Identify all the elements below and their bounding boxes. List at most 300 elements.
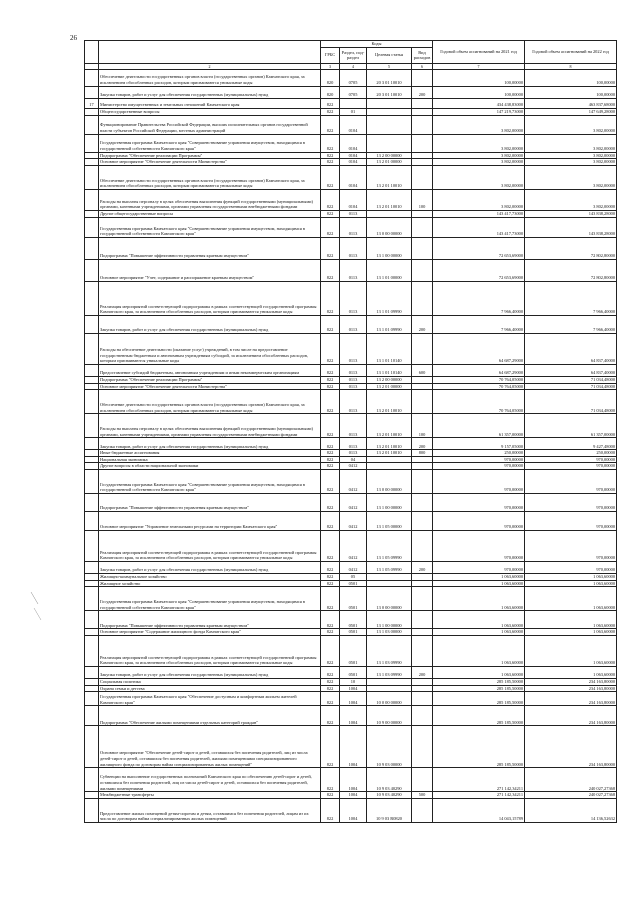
row-name: Расходы на выплаты персоналу в целях обеспечения выполнения функций государственными (муниципальными) органами, казенными учреждениями, органами управления государственными внебюджетными фондами xyxy=(99,414,321,438)
row-razdel: 05 xyxy=(340,574,367,581)
row-name: Государственная программа Камчатского края "Совершенствование управления имуществом, находящимся в государственной собственности Камчатского края" xyxy=(99,217,321,237)
row-csr: 10 9 03 R0820 xyxy=(367,798,412,822)
table-row xyxy=(85,364,617,376)
row-name: Обеспечение деятельности государственных органов власти (государственных органов) Камчатского края, за исключением обособленных расходов, которым присваиваются уникальные коды xyxy=(99,165,321,189)
row-name: Закупка товаров, работ и услуг для обеспечения государственных (муниципальных) нужд xyxy=(99,666,321,678)
row-name: Основное мероприятие "Обеспечение деятельности Министерства" xyxy=(99,159,321,166)
row-sum-2022: 970,00000 xyxy=(525,562,617,574)
table-row xyxy=(85,768,617,792)
row-csr: 13 2 01 10010 xyxy=(367,189,412,210)
row-razdel: 0412 xyxy=(340,470,367,494)
row-csr xyxy=(367,98,412,108)
row-razdel: 0113 xyxy=(340,333,367,364)
row-csr xyxy=(367,463,412,470)
row-sum-2021: 100,00000 xyxy=(433,86,525,98)
row-name: Субвенции на выполнение государственных полномочий Камчатского края по обеспечению детей-сирот и детей, оставшихся без попечения родителей, лиц из числа детей-сирот и детей, оставшихся без попечения родителей, жилыми помещениями xyxy=(99,768,321,792)
row-csr: 13 1 00 00000 xyxy=(367,237,412,259)
row-grbs: 822 xyxy=(321,108,340,115)
row-sum-2021: 271 142,34211 xyxy=(433,768,525,792)
row-csr: 20 3 01 10010 xyxy=(367,86,412,98)
table-row xyxy=(85,456,617,463)
row-number xyxy=(85,414,99,438)
table-row xyxy=(85,237,617,259)
row-sum-2021: 3 802,00000 xyxy=(433,189,525,210)
row-grbs: 822 xyxy=(321,281,340,315)
row-csr xyxy=(367,580,412,587)
row-razdel: 0412 xyxy=(340,531,367,562)
row-vr xyxy=(412,333,433,364)
table-row xyxy=(85,792,617,799)
row-grbs: 822 xyxy=(321,470,340,494)
row-razdel: 1004 xyxy=(340,706,367,726)
row-number xyxy=(85,574,99,581)
row-sum-2021: 1 063,60000 xyxy=(433,666,525,678)
row-csr: 13 2 01 10010 xyxy=(367,390,412,414)
row-razdel: 0412 xyxy=(340,562,367,574)
row-vr xyxy=(412,383,433,390)
table-body xyxy=(85,69,617,822)
row-sum-2021: 3 802,00000 xyxy=(433,165,525,189)
row-grbs: 822 xyxy=(321,611,340,629)
row-csr: 13 0 00 00000 xyxy=(367,470,412,494)
row-vr xyxy=(412,726,433,768)
row-name: Закупка товаров, работ и услуг для обеспечения государственных (муниципальных) нужд xyxy=(99,438,321,450)
row-grbs: 822 xyxy=(321,333,340,364)
row-vr xyxy=(412,798,433,822)
row-number xyxy=(85,470,99,494)
row-sum-2022: 1 063,60000 xyxy=(525,635,617,666)
row-vr: 200 xyxy=(412,666,433,678)
table-row xyxy=(85,692,617,706)
row-sum-2021: 3 802,00000 xyxy=(433,159,525,166)
row-razdel: 0113 xyxy=(340,364,367,376)
row-vr xyxy=(412,463,433,470)
row-name: Закупка товаров, работ и услуг для обеспечения государственных (муниципальных) нужд xyxy=(99,562,321,574)
row-razdel: 0113 xyxy=(340,217,367,237)
row-number xyxy=(85,383,99,390)
row-razdel: 10 xyxy=(340,678,367,685)
row-vr: 100 xyxy=(412,414,433,438)
row-csr: 13 1 05 09990 xyxy=(367,562,412,574)
row-number xyxy=(85,706,99,726)
row-sum-2021: 970,00000 xyxy=(433,494,525,512)
row-vr xyxy=(412,768,433,792)
row-vr xyxy=(412,69,433,86)
row-number xyxy=(85,611,99,629)
row-sum-2022: 147 649,28000 xyxy=(525,108,617,115)
row-sum-2022: 1 063,60000 xyxy=(525,666,617,678)
page-number: 26 xyxy=(70,34,77,42)
row-number xyxy=(85,792,99,799)
row-sum-2022: 100,00000 xyxy=(525,69,617,86)
row-sum-2021: 285 185,50000 xyxy=(433,706,525,726)
row-vr xyxy=(412,685,433,692)
row-number xyxy=(85,237,99,259)
row-number: 17 xyxy=(85,98,99,108)
row-grbs: 822 xyxy=(321,635,340,666)
row-vr xyxy=(412,456,433,463)
row-vr xyxy=(412,390,433,414)
row-vr: 500 xyxy=(412,792,433,799)
row-grbs: 822 xyxy=(321,456,340,463)
row-sum-2021: 970,00000 xyxy=(433,512,525,531)
column-number: 7 xyxy=(433,63,525,69)
row-grbs: 822 xyxy=(321,364,340,376)
row-number xyxy=(85,159,99,166)
table-row xyxy=(85,580,617,587)
row-vr: 200 xyxy=(412,86,433,98)
row-sum-2022: 14 136,52632 xyxy=(525,798,617,822)
row-csr: 20 3 01 10010 xyxy=(367,69,412,86)
header-grbs: ГРБС xyxy=(321,47,340,63)
row-csr: 13 2 01 10010 xyxy=(367,450,412,457)
row-vr xyxy=(412,629,433,636)
row-csr: 13 1 03 00000 xyxy=(367,629,412,636)
row-razdel: 0104 xyxy=(340,152,367,159)
row-sum-2021: 250,00000 xyxy=(433,450,525,457)
row-sum-2021: 72 653,69000 xyxy=(433,237,525,259)
row-name: Закупка товаров, работ и услуг для обеспечения государственных (муниципальных) нужд xyxy=(99,86,321,98)
row-sum-2021: 64 687,29000 xyxy=(433,364,525,376)
row-name: Предоставление жилых помещений детям-сиротам и детям, оставшимся без попечения родителей, лицам из их числа по договорам найма специализированных жилых помещений xyxy=(99,798,321,822)
row-number xyxy=(85,726,99,768)
row-number xyxy=(85,494,99,512)
row-sum-2022: 970,00000 xyxy=(525,463,617,470)
table-row xyxy=(85,666,617,678)
row-csr: 13 0 00 00000 xyxy=(367,587,412,611)
row-name: Функционирование Правительства Российской Федерации, высших исполнительных органов государственной власти субъектов Российской Федерации, местных администраций xyxy=(99,115,321,134)
row-vr xyxy=(412,237,433,259)
row-sum-2022: 970,00000 xyxy=(525,470,617,494)
table-row xyxy=(85,69,617,86)
row-number xyxy=(85,152,99,159)
row-name: Подпрограмма "Обеспечение жилыми помещениями отдельных категорий граждан" xyxy=(99,706,321,726)
row-sum-2022: 234 163,80000 xyxy=(525,692,617,706)
row-name: Реализация мероприятий соответствующей подпрограммы в рамках соответствующей государственной программы Камчатского края, за исключением обособленных расходов, которым присваиваются уникальные коды xyxy=(99,531,321,562)
row-sum-2021: 1 063,60000 xyxy=(433,580,525,587)
table-row xyxy=(85,678,617,685)
row-csr: 13 1 01 00000 xyxy=(367,259,412,281)
row-sum-2021: 7 966,40000 xyxy=(433,315,525,333)
row-grbs: 822 xyxy=(321,189,340,210)
table-row xyxy=(85,315,617,333)
row-csr: 10 9 03 40290 xyxy=(367,768,412,792)
row-name: Основное мероприятие "Управление земельными ресурсами на территории Камчатского края" xyxy=(99,512,321,531)
row-razdel: 0113 xyxy=(340,259,367,281)
row-name: Реализация мероприятий соответствующей подпрограммы в рамках соответствующей государственной программы Камчатского края, за исключением обособленных расходов, которым присваиваются уникальные коды xyxy=(99,281,321,315)
row-grbs: 822 xyxy=(321,574,340,581)
row-sum-2022: 1 063,60000 xyxy=(525,629,617,636)
row-number xyxy=(85,217,99,237)
table-row xyxy=(85,706,617,726)
row-name: Министерство имущественных и земельных отношений Камчатского края xyxy=(99,98,321,108)
row-vr xyxy=(412,574,433,581)
row-number xyxy=(85,629,99,636)
row-sum-2022: 72 802,80000 xyxy=(525,259,617,281)
row-razdel: 0501 xyxy=(340,666,367,678)
table-row xyxy=(85,259,617,281)
row-sum-2022: 1 063,60000 xyxy=(525,587,617,611)
row-csr: 13 1 05 09990 xyxy=(367,531,412,562)
row-razdel: 1004 xyxy=(340,685,367,692)
row-grbs: 822 xyxy=(321,726,340,768)
row-grbs: 822 xyxy=(321,115,340,134)
row-number xyxy=(85,562,99,574)
table-row xyxy=(85,438,617,450)
row-sum-2022: 1 063,60000 xyxy=(525,580,617,587)
row-number xyxy=(85,364,99,376)
row-csr: 13 2 01 10010 xyxy=(367,165,412,189)
row-number xyxy=(85,463,99,470)
row-razdel: 0412 xyxy=(340,494,367,512)
row-sum-2021: 61 357,00000 xyxy=(433,414,525,438)
row-grbs: 822 xyxy=(321,159,340,166)
row-grbs: 822 xyxy=(321,450,340,457)
row-name: Подпрограмма "Повышение эффективности управления краевым имуществом" xyxy=(99,611,321,629)
row-sum-2021: 1 063,60000 xyxy=(433,629,525,636)
row-csr xyxy=(367,134,412,152)
row-razdel: 1004 xyxy=(340,726,367,768)
table-row xyxy=(85,165,617,189)
table-row xyxy=(85,450,617,457)
row-name: Основное мероприятие "Учет, содержание и распоряжение краевым имуществом" xyxy=(99,259,321,281)
row-name: Подпрограмма "Повышение эффективности управления краевым имуществом" xyxy=(99,494,321,512)
table-row xyxy=(85,217,617,237)
row-sum-2022: 970,00000 xyxy=(525,456,617,463)
row-number xyxy=(85,512,99,531)
row-number xyxy=(85,376,99,383)
row-name: Подпрограмма "Повышение эффективности управления краевым имуществом" xyxy=(99,237,321,259)
row-grbs: 822 xyxy=(321,414,340,438)
row-csr: 13 2 01 00000 xyxy=(367,159,412,166)
row-number xyxy=(85,531,99,562)
row-sum-2021: 147 219,73000 xyxy=(433,108,525,115)
row-grbs: 822 xyxy=(321,237,340,259)
row-razdel: 0113 xyxy=(340,383,367,390)
row-grbs: 822 xyxy=(321,587,340,611)
row-razdel: 0113 xyxy=(340,281,367,315)
row-sum-2021: 1 063,60000 xyxy=(433,574,525,581)
row-number xyxy=(85,635,99,666)
row-number xyxy=(85,390,99,414)
row-sum-2022: 1 063,60000 xyxy=(525,611,617,629)
row-number xyxy=(85,450,99,457)
row-grbs: 822 xyxy=(321,463,340,470)
column-number: 8 xyxy=(525,63,617,69)
row-sum-2021: 14 043,15789 xyxy=(433,798,525,822)
row-number xyxy=(85,456,99,463)
column-number: 5 xyxy=(367,63,412,69)
row-sum-2021: 970,00000 xyxy=(433,531,525,562)
row-grbs: 822 xyxy=(321,134,340,152)
row-vr xyxy=(412,108,433,115)
row-name: Иные бюджетные ассигнования xyxy=(99,450,321,457)
row-name: Национальная экономика xyxy=(99,456,321,463)
row-grbs: 822 xyxy=(321,580,340,587)
row-razdel: 0412 xyxy=(340,512,367,531)
row-sum-2022: 234 163,80000 xyxy=(525,678,617,685)
row-sum-2022: 71 034,48000 xyxy=(525,383,617,390)
row-vr xyxy=(412,134,433,152)
row-vr: 600 xyxy=(412,364,433,376)
row-vr xyxy=(412,165,433,189)
row-razdel: 04 xyxy=(340,456,367,463)
row-grbs: 822 xyxy=(321,494,340,512)
row-vr xyxy=(412,512,433,531)
row-name: Основное мероприятие "Содержание жилищного фонда Камчатского края" xyxy=(99,629,321,636)
row-sum-2022: 71 034,48000 xyxy=(525,390,617,414)
row-csr: 13 1 01 09990 xyxy=(367,315,412,333)
row-name: Другие вопросы в области национальной экономики xyxy=(99,463,321,470)
row-csr: 13 1 00 00000 xyxy=(367,611,412,629)
row-vr xyxy=(412,210,433,217)
row-number xyxy=(85,685,99,692)
row-sum-2021: 271 142,34211 xyxy=(433,792,525,799)
row-vr xyxy=(412,692,433,706)
row-sum-2021: 1 063,60000 xyxy=(433,587,525,611)
column-number: 4 xyxy=(340,63,367,69)
table-row xyxy=(85,383,617,390)
row-sum-2022: 3 802,00000 xyxy=(525,165,617,189)
row-grbs: 822 xyxy=(321,259,340,281)
row-sum-2022: 143 838,28000 xyxy=(525,217,617,237)
table-row xyxy=(85,798,617,822)
row-csr xyxy=(367,456,412,463)
row-name: Основное мероприятие "Обеспечение деятельности Министерства" xyxy=(99,383,321,390)
row-sum-2021: 285 185,50000 xyxy=(433,685,525,692)
row-name: Жилищно-коммунальное хозяйство xyxy=(99,574,321,581)
table-row xyxy=(85,281,617,315)
row-vr xyxy=(412,635,433,666)
table-row xyxy=(85,86,617,98)
row-number xyxy=(85,134,99,152)
row-sum-2022: 250,00000 xyxy=(525,450,617,457)
row-vr: 200 xyxy=(412,438,433,450)
row-vr xyxy=(412,259,433,281)
table-row xyxy=(85,587,617,611)
row-vr xyxy=(412,580,433,587)
header-vr: Вид расходов xyxy=(412,47,433,63)
row-razdel: 0113 xyxy=(340,438,367,450)
row-razdel: 0104 xyxy=(340,134,367,152)
row-sum-2022: 7 966,40000 xyxy=(525,315,617,333)
row-vr xyxy=(412,217,433,237)
row-grbs: 820 xyxy=(321,69,340,86)
row-razdel: 0705 xyxy=(340,69,367,86)
table-row xyxy=(85,390,617,414)
row-sum-2021: 7 966,40000 xyxy=(433,281,525,315)
column-number: 3 xyxy=(321,63,340,69)
row-grbs: 822 xyxy=(321,678,340,685)
table-row xyxy=(85,376,617,383)
row-number xyxy=(85,210,99,217)
row-razdel: 0412 xyxy=(340,463,367,470)
row-number xyxy=(85,165,99,189)
row-sum-2021: 285 185,50000 xyxy=(433,726,525,768)
row-number xyxy=(85,315,99,333)
row-sum-2021: 3 802,00000 xyxy=(433,134,525,152)
row-sum-2021: 285 185,50000 xyxy=(433,678,525,685)
table-row xyxy=(85,562,617,574)
row-number xyxy=(85,333,99,364)
row-razdel: 0104 xyxy=(340,165,367,189)
row-csr: 13 1 00 00000 xyxy=(367,494,412,512)
row-grbs: 822 xyxy=(321,217,340,237)
row-razdel: 01 xyxy=(340,108,367,115)
row-grbs: 822 xyxy=(321,152,340,159)
row-csr xyxy=(367,678,412,685)
row-name: Государственная программа Камчатского края "Совершенствование управления имуществом, находящимся в государственной собственности Камчатского края" xyxy=(99,470,321,494)
row-csr: 10 9 03 00000 xyxy=(367,726,412,768)
row-number xyxy=(85,69,99,86)
row-razdel: 0104 xyxy=(340,159,367,166)
row-sum-2022: 3 802,00000 xyxy=(525,134,617,152)
row-sum-2021: 1 063,60000 xyxy=(433,611,525,629)
row-number xyxy=(85,580,99,587)
header-number xyxy=(85,41,99,64)
row-sum-2022: 463 837,68000 xyxy=(525,98,617,108)
row-csr xyxy=(367,108,412,115)
row-vr xyxy=(412,494,433,512)
row-vr xyxy=(412,281,433,315)
table-row xyxy=(85,414,617,438)
row-number xyxy=(85,678,99,685)
row-csr: 13 2 01 10010 xyxy=(367,438,412,450)
row-grbs: 822 xyxy=(321,792,340,799)
table-row xyxy=(85,685,617,692)
row-grbs: 822 xyxy=(321,210,340,217)
row-sum-2022: 71 034,48000 xyxy=(525,376,617,383)
row-sum-2022: 72 802,80000 xyxy=(525,237,617,259)
row-sum-2022: 64 837,40000 xyxy=(525,333,617,364)
row-csr xyxy=(367,115,412,134)
row-vr xyxy=(412,376,433,383)
row-razdel: 0501 xyxy=(340,635,367,666)
row-razdel xyxy=(340,98,367,108)
row-razdel: 0113 xyxy=(340,450,367,457)
table-row xyxy=(85,531,617,562)
row-razdel: 0113 xyxy=(340,315,367,333)
row-sum-2021: 70 764,05000 xyxy=(433,383,525,390)
row-name: Межбюджетные трансферты xyxy=(99,792,321,799)
row-name: Социальная политика xyxy=(99,678,321,685)
row-csr: 13 0 00 00000 xyxy=(367,217,412,237)
row-csr xyxy=(367,210,412,217)
table-row xyxy=(85,574,617,581)
row-csr: 13 2 01 00000 xyxy=(367,383,412,390)
row-razdel: 0113 xyxy=(340,237,367,259)
row-sum-2022: 1 063,60000 xyxy=(525,574,617,581)
row-razdel: 1004 xyxy=(340,768,367,792)
row-name: Обеспечение деятельности государственных органов власти (государственных органов) Камчатского края, за исключением обособленных расходов, которым присваиваются уникальные коды xyxy=(99,390,321,414)
row-sum-2021: 3 802,00000 xyxy=(433,152,525,159)
row-sum-2021: 70 764,05000 xyxy=(433,390,525,414)
row-csr: 13 1 03 09990 xyxy=(367,635,412,666)
row-vr: 100 xyxy=(412,189,433,210)
row-grbs: 822 xyxy=(321,315,340,333)
row-sum-2022: 143 838,28000 xyxy=(525,210,617,217)
row-vr xyxy=(412,531,433,562)
row-name: Расходы на выплаты персоналу в целях обеспечения выполнения функций государственными (муниципальными) органами, казенными учреждениями, органами управления государственными внебюджетными фондами xyxy=(99,189,321,210)
row-razdel: 1004 xyxy=(340,692,367,706)
row-csr: 13 2 00 00000 xyxy=(367,152,412,159)
row-grbs: 822 xyxy=(321,629,340,636)
row-sum-2022: 3 802,00000 xyxy=(525,189,617,210)
row-name: Подпрограмма "Обеспечение реализации Программы" xyxy=(99,376,321,383)
row-razdel: 1004 xyxy=(340,798,367,822)
row-sum-2021: 970,00000 xyxy=(433,562,525,574)
budget-table xyxy=(84,40,617,823)
